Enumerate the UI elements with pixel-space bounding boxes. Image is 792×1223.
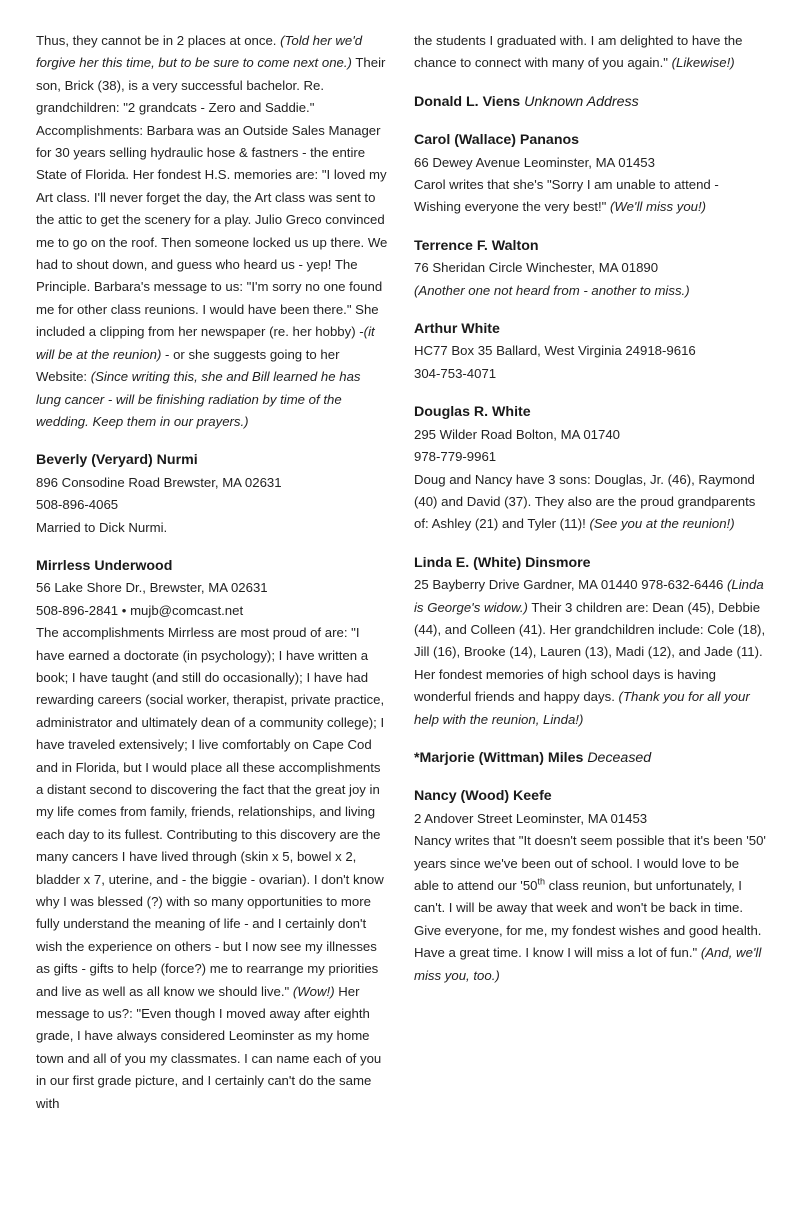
italic-comment: (Another one not heard from - another to miss.) <box>414 282 690 298</box>
classmate-name <box>414 785 766 807</box>
text-run: Carol writes that she's "Sorry I am unable to attend - Wishing everyone the very best!" <box>414 177 719 215</box>
text-run: - or she suggests going to her Website: <box>36 346 340 385</box>
name-text: Linda E. (White) Dinsmore <box>414 554 591 571</box>
text-run: 25 Bayberry Drive Gardner, MA 01440 978-632-6446 <box>414 577 728 593</box>
entry-body <box>414 830 766 987</box>
contact-line: 508-896-4065 <box>36 497 119 513</box>
right-column <box>414 30 766 987</box>
classmate-entry <box>414 235 766 302</box>
name-text: Donald L. Viens <box>414 93 521 110</box>
contact-line: 508-896-2841 • mujb@comcast.net <box>36 602 244 618</box>
text-run: The accomplishments Mirrless are most proud of are: "I have earned a doctorate (in psychology); I have written a book; I have taught (and still do occasionally); I have had rewarding careers (social worker, therapist, private practice, administrator and ultimately dean of a community college); I have traveled extensively; I live comfortably on Cape Cod and in Florida, but I would place all these accomplishments a distant second to discovering the fact that the great joy in my life comes from family, friends, relationships, and living each day to its fullest. Contributing to this discovery are the many cancers I have lived through (skin x 5, bowel x 2, bladder x 7, uterine, and - the biggie - ovarian). I don't know why I was blessed (?) with so many opportunities to more fully understand the meaning of life - and I certainly don't wish the experience on others - but I now see my illnesses as gifts - gifts to help (force?) me to rearrange my priorities and live as well as all know we should live." <box>36 625 385 999</box>
intro-paragraph <box>36 30 388 433</box>
classmate-entry <box>414 129 766 219</box>
name-text: Beverly (Veryard) Nurmi <box>36 452 198 469</box>
italic-comment: (Told her we'd forgive her this time, but to be sure to come next one.) <box>36 33 363 71</box>
classmate-name <box>414 318 766 340</box>
italic-comment: (Likewise!) <box>671 55 735 71</box>
classmate-entry <box>414 552 766 731</box>
classmate-entry <box>414 785 766 987</box>
text-run: Doug and Nancy have 3 sons: Douglas, Jr. (46), Raymond (40) and David (37). They also are the proud grandparents of: Ashley (21) and Tyler (11)! <box>414 471 756 532</box>
italic-comment: (Wow!) <box>292 983 335 999</box>
classmate-name <box>414 129 766 151</box>
italic-comment: (See you at the reunion!) <box>589 516 735 532</box>
continuation-paragraph <box>414 30 766 75</box>
name-text: *Marjorie (Wittman) Miles <box>414 749 584 766</box>
classmate-entry <box>414 91 766 113</box>
left-column <box>36 30 388 1115</box>
name-text: Nancy (Wood) Keefe <box>414 788 552 805</box>
text-run: Their son, Brick (38), is a very successful bachelor. Re. grandchildren: "2 grandcats - Zero and Saddie." Accomplishments: Barbara was an Outside Sales Manager for 30 years selling hydraulic hose & fastners - the entire State of Florida. Her fondest H.S. memories are: "I loved my Art class. I'll never forget the day, the Art class was sent to the attic to get the scenery for a play. Julio Greco convinced me to go on the roof. Then someone locked us up there. We had to shout down, and guess who heard us - yep! The Principle. Barbara's message to us: "I'm sorry no one found me for other class reunions. I would have been there." She included a clipping from her newspaper (re. her hobby) - <box>36 55 388 340</box>
contact-line: 896 Consodine Road Brewster, MA 02631 <box>36 474 282 490</box>
contact-line: 978-779-9961 <box>414 449 497 465</box>
text-run: Thus, they cannot be in 2 places at once. <box>36 33 281 48</box>
entry-body <box>414 174 766 219</box>
classmate-entry <box>36 555 388 1115</box>
contact-line: 66 Dewey Avenue Leominster, MA 01453 <box>414 154 655 170</box>
name-text: Douglas R. White <box>414 404 531 421</box>
name-text: Arthur White <box>414 321 500 338</box>
contact-line: 295 Wilder Road Bolton, MA 01740 <box>414 426 620 442</box>
status-note: Deceased <box>587 749 652 766</box>
classmate-name <box>414 91 766 113</box>
left-entries <box>36 449 388 1115</box>
contact-line: 304-753-4071 <box>414 365 497 381</box>
classmate-entry <box>36 449 388 539</box>
italic-comment: (it will be at the reunion) <box>36 324 375 362</box>
classmate-name <box>414 235 766 257</box>
classmate-name <box>36 449 388 471</box>
status-note: Unknown Address <box>524 93 639 110</box>
contact-line: 56 Lake Shore Dr., Brewster, MA 02631 <box>36 580 268 596</box>
right-entries <box>414 91 766 987</box>
text-run: Their 3 children are: Dean (45), Debbie (44), and Colleen (41). Her grandchildren include: Cole (18), Jill (16), Brooke (14), Lauren (13), Madi (12), and Jade (11). Her fondest memories of high school days is having wonderful friends and happy days. <box>414 599 766 705</box>
italic-comment: (Since writing this, she and Bill learned he has lung cancer - will be finishing radiation by time of the wedding. Keep them in our prayers.) <box>36 369 361 429</box>
entry-body <box>414 280 766 302</box>
name-text: Carol (Wallace) Pananos <box>414 132 580 149</box>
italic-comment: (Linda is George's widow.) <box>414 577 764 615</box>
italic-comment: (And, we'll miss you, too.) <box>414 945 762 983</box>
text-run: Nancy writes that "It doesn't seem possible that it's been '50' years since we've been out of school. I would love to be able to attend our '50 <box>414 833 766 893</box>
name-text: Terrence F. Walton <box>414 237 539 254</box>
classmate-name <box>36 555 388 577</box>
classmate-name <box>414 552 766 574</box>
text-run: the students I graduated with. I am delighted to have the chance to connect with many of you again." <box>414 33 743 71</box>
entry-body <box>414 574 766 731</box>
classmate-name <box>414 401 766 423</box>
classmate-entry <box>414 318 766 385</box>
classmate-name <box>414 747 766 769</box>
entry-body <box>414 469 766 536</box>
text-run: class reunion, but unfortunately, I can't. I will be away that week and won't be back in time. Give everyone, for me, my fondest wishes and good health. Have a great time. I know I will miss a lot of fun." <box>414 878 762 961</box>
italic-comment: (We'll miss you!) <box>610 199 707 215</box>
text-run: Her message to us?: "Even though I moved away after eighth grade, I have always considered Leominster as my home town and all of you my classmates. I can name each of you in our first grade picture, and I certainly can't do the same with <box>36 983 382 1111</box>
name-text: Mirrless Underwood <box>36 557 173 574</box>
entry-body <box>36 622 388 1115</box>
contact-line: 2 Andover Street Leominster, MA 01453 <box>414 810 648 826</box>
text-run: th <box>537 876 546 887</box>
contact-line: Married to Dick Nurmi. <box>36 519 168 535</box>
classmate-entry <box>414 747 766 769</box>
contact-line: HC77 Box 35 Ballard, West Virginia 24918-9616 <box>414 343 696 359</box>
italic-comment: (Thank you for all your help with the reunion, Linda!) <box>414 689 750 727</box>
contact-line: 76 Sheridan Circle Winchester, MA 01890 <box>414 260 659 276</box>
classmate-entry <box>414 401 766 535</box>
